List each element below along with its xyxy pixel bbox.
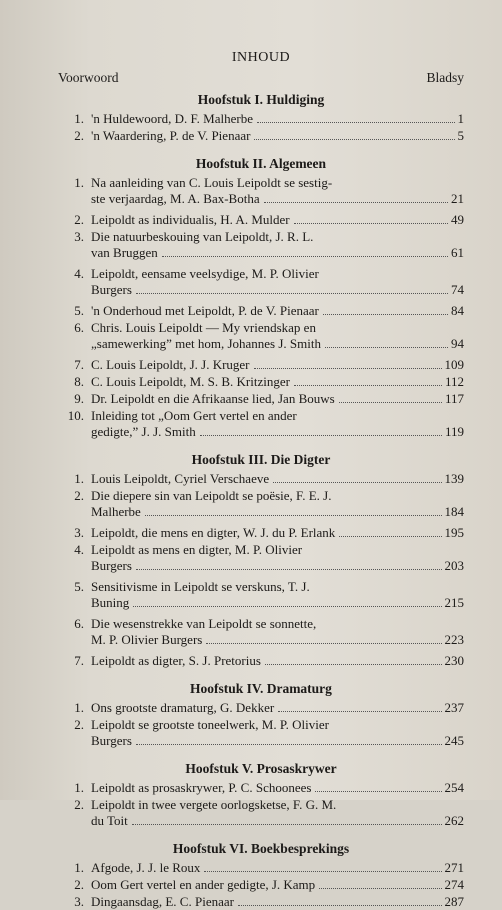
entry-number: 2. xyxy=(74,212,84,227)
toc-entry[interactable] xyxy=(58,212,464,228)
page-number: 271 xyxy=(444,860,464,875)
entry-text: C. Louis Leipoldt, M. S. B. Kritzinger xyxy=(91,374,290,389)
entry-line xyxy=(91,717,464,733)
entry-text: 'n Huldewoord, D. F. Malherbe xyxy=(91,111,253,126)
dot-leader xyxy=(325,347,448,348)
dot-leader xyxy=(315,791,441,792)
page-number: 94 xyxy=(451,336,464,351)
entry-line xyxy=(91,266,464,282)
column-headers xyxy=(58,70,464,86)
entry-number: 3. xyxy=(74,229,84,244)
entry-body xyxy=(91,525,464,541)
entry-body xyxy=(91,717,464,749)
entry-line xyxy=(91,894,464,910)
entry-number: 6. xyxy=(74,320,84,335)
entry-text: Burgers xyxy=(91,733,132,748)
entry-text: Leipoldt as digter, S. J. Pretorius xyxy=(91,653,261,668)
entry-body xyxy=(91,780,464,796)
entry-number: 3. xyxy=(74,525,84,540)
entry-number: 2. xyxy=(74,797,84,812)
entry-line xyxy=(91,525,464,541)
entry-number: 1. xyxy=(74,175,84,190)
entry-line xyxy=(91,357,464,373)
toc-entry[interactable] xyxy=(58,894,464,910)
entry-body xyxy=(91,229,464,261)
entry-text: Die diepere sin van Leipoldt se poësie, F. E. J. xyxy=(91,488,332,503)
chapter-heading: Hoofstuk I. Huldiging xyxy=(197,92,325,107)
entry-body xyxy=(91,374,464,390)
entry-text: Die wesenstrekke van Leipoldt se sonnette, xyxy=(91,616,317,631)
page-number: 245 xyxy=(444,733,464,748)
entry-line xyxy=(91,733,464,749)
entry-line xyxy=(91,488,464,504)
entry-number: 8. xyxy=(74,374,84,389)
dot-leader xyxy=(319,888,441,889)
entry-number: 7. xyxy=(74,357,84,372)
toc-entry[interactable] xyxy=(58,797,464,829)
entry-line xyxy=(91,408,464,424)
entry-number: 10. xyxy=(67,408,84,423)
entry-text: Louis Leipoldt, Cyriel Verschaeve xyxy=(91,471,270,486)
toc-entry[interactable] xyxy=(58,488,464,520)
dot-leader xyxy=(339,402,442,403)
page-number: 274 xyxy=(444,877,464,892)
toc-entry[interactable] xyxy=(58,111,464,127)
entry-text: M. P. Olivier Burgers xyxy=(91,632,203,647)
entry-body xyxy=(91,128,464,144)
entry-text: Na aanleiding van C. Louis Leipoldt se sestig- xyxy=(91,175,333,190)
entry-line xyxy=(91,424,464,440)
toc-entry[interactable] xyxy=(58,860,464,876)
toc-entry[interactable] xyxy=(58,542,464,574)
entry-text: Oom Gert vertel en ander gedigte, J. Kamp xyxy=(91,877,316,892)
dot-leader xyxy=(145,515,442,516)
toc-entry[interactable] xyxy=(58,128,464,144)
entry-line xyxy=(91,128,464,144)
entry-line xyxy=(91,175,464,191)
page-number: 21 xyxy=(451,191,464,206)
page-number: 230 xyxy=(444,653,464,668)
entry-text: Inleiding tot „Oom Gert vertel en ander xyxy=(91,408,297,423)
toc-entry[interactable] xyxy=(58,717,464,749)
entry-line xyxy=(91,471,464,487)
page-number: 237 xyxy=(444,700,464,715)
dot-leader xyxy=(273,482,441,483)
page-number: 139 xyxy=(444,471,464,486)
page-number: 61 xyxy=(451,245,464,260)
toc-entry[interactable] xyxy=(58,175,464,207)
page-number: 112 xyxy=(444,374,464,389)
entry-text: Leipoldt, die mens en digter, W. J. du P. Erlank xyxy=(91,525,336,540)
toc-entry[interactable] xyxy=(58,303,464,319)
entry-line xyxy=(91,282,464,298)
toc-entry[interactable] xyxy=(58,320,464,352)
dot-leader xyxy=(162,256,448,257)
entry-body xyxy=(91,320,464,352)
entry-line xyxy=(91,558,464,574)
toc-entry[interactable] xyxy=(58,357,464,373)
toc-entry[interactable] xyxy=(58,229,464,261)
entry-text: Leipoldt, eensame veelsydige, M. P. Olivier xyxy=(91,266,319,281)
entry-line xyxy=(91,797,464,813)
chapter-heading: Hoofstuk IV. Dramaturg xyxy=(190,681,332,696)
dot-leader xyxy=(136,293,448,294)
entry-body xyxy=(91,175,464,207)
entry-body xyxy=(91,111,464,127)
entry-body xyxy=(91,700,464,716)
toc-entry[interactable] xyxy=(58,579,464,611)
dot-leader xyxy=(294,223,448,224)
entry-body xyxy=(91,357,464,373)
entry-text: Leipoldt as mens en digter, M. P. Olivier xyxy=(91,542,303,557)
dot-leader xyxy=(133,606,441,607)
entry-body xyxy=(91,653,464,669)
entry-line xyxy=(91,303,464,319)
entry-text: 'n Waardering, P. de V. Pienaar xyxy=(91,128,251,143)
entry-line xyxy=(91,229,464,245)
entry-body xyxy=(91,877,464,893)
dot-leader xyxy=(257,122,455,123)
entry-number: 5. xyxy=(74,579,84,594)
entry-number: 1. xyxy=(74,700,84,715)
page-number: 5 xyxy=(457,128,464,143)
page-number: 1 xyxy=(457,111,464,126)
entry-text: 'n Onderhoud met Leipoldt, P. de V. Pienaar xyxy=(91,303,319,318)
page-number: 254 xyxy=(444,780,464,795)
page-number: 84 xyxy=(451,303,464,318)
entry-number: 1. xyxy=(74,860,84,875)
entry-line xyxy=(91,320,464,336)
entry-line xyxy=(91,336,464,352)
entry-body xyxy=(91,471,464,487)
entry-text: C. Louis Leipoldt, J. J. Kruger xyxy=(91,357,250,372)
entry-number: 1. xyxy=(74,780,84,795)
entry-body xyxy=(91,616,464,648)
toc-entry[interactable] xyxy=(58,374,464,390)
entry-text: Die natuurbeskouing van Leipoldt, J. R. L. xyxy=(91,229,314,244)
entry-text: van Bruggen xyxy=(91,245,158,260)
table-of-contents xyxy=(58,92,464,910)
dot-leader xyxy=(200,435,442,436)
entry-body xyxy=(91,266,464,298)
page-number: 223 xyxy=(444,632,464,647)
foreword-label: Voorwoord xyxy=(58,70,119,85)
entry-line xyxy=(91,191,464,207)
entry-line xyxy=(91,111,464,127)
entry-number: 2. xyxy=(74,717,84,732)
entry-number: 2. xyxy=(74,488,84,503)
entry-text: ste verjaardag, M. A. Bax-Botha xyxy=(91,191,260,206)
entry-body xyxy=(91,860,464,876)
toc-entry[interactable] xyxy=(58,471,464,487)
entry-line xyxy=(91,653,464,669)
dot-leader xyxy=(323,314,448,315)
dot-leader xyxy=(136,569,442,570)
entry-line xyxy=(91,542,464,558)
entry-text: Buning xyxy=(91,595,130,610)
entry-body xyxy=(91,408,464,440)
toc-entry[interactable] xyxy=(58,408,464,440)
page-number: 203 xyxy=(444,558,464,573)
entry-number: 6. xyxy=(74,616,84,631)
entry-text: Afgode, J. J. le Roux xyxy=(91,860,201,875)
toc-entry[interactable] xyxy=(58,616,464,648)
chapter-heading: Hoofstuk III. Die Digter xyxy=(191,452,331,467)
toc-entry[interactable] xyxy=(58,653,464,669)
entry-body xyxy=(91,212,464,228)
toc-entry[interactable] xyxy=(58,780,464,796)
page-number: 74 xyxy=(451,282,464,297)
entry-number: 1. xyxy=(74,471,84,486)
dot-leader xyxy=(254,368,442,369)
page-number: 119 xyxy=(444,424,464,439)
dot-leader xyxy=(264,202,448,203)
entry-number: 2. xyxy=(74,877,84,892)
entry-line xyxy=(91,579,464,595)
page-title: INHOUD xyxy=(231,50,291,65)
entry-number: 3. xyxy=(74,894,84,909)
toc-entry[interactable] xyxy=(58,877,464,893)
toc-entry[interactable] xyxy=(58,266,464,298)
entry-body xyxy=(91,797,464,829)
entry-text: du Toit xyxy=(91,813,128,828)
entry-text: Burgers xyxy=(91,558,132,573)
entry-number: 4. xyxy=(74,266,84,281)
entry-line xyxy=(91,860,464,876)
entry-line xyxy=(91,212,464,228)
entry-line xyxy=(91,504,464,520)
entry-text: Leipoldt se grootste toneelwerk, M. P. Olivier xyxy=(91,717,329,732)
entry-text: Leipoldt as individualis, H. A. Mulder xyxy=(91,212,290,227)
dot-leader xyxy=(294,385,442,386)
page-number: 287 xyxy=(444,894,464,909)
dot-leader xyxy=(238,905,442,906)
page-number: 49 xyxy=(451,212,464,227)
entry-body xyxy=(91,579,464,611)
dot-leader xyxy=(136,744,442,745)
dot-leader xyxy=(204,871,441,872)
entry-text: Dr. Leipoldt en die Afrikaanse lied, Jan Bouws xyxy=(91,391,335,406)
entry-text: „samewerking” met hom, Johannes J. Smith xyxy=(91,336,321,351)
dot-leader xyxy=(132,824,442,825)
entry-text: Dingaansdag, E. C. Pienaar xyxy=(91,894,234,909)
entry-number: 2. xyxy=(74,128,84,143)
entry-line xyxy=(91,877,464,893)
entry-line xyxy=(91,780,464,796)
entry-text: Chris. Louis Leipoldt — My vriendskap en xyxy=(91,320,316,335)
entry-text: Sensitivisme in Leipoldt se verskuns, T. J. xyxy=(91,579,310,594)
entry-body xyxy=(91,488,464,520)
entry-body xyxy=(91,542,464,574)
entry-number: 4. xyxy=(74,542,84,557)
entry-line xyxy=(91,616,464,632)
entry-text: Leipoldt as prosaskrywer, P. C. Schoonees xyxy=(91,780,312,795)
entry-line xyxy=(91,245,464,261)
chapter-heading: Hoofstuk II. Algemeen xyxy=(195,156,327,171)
entry-text: Leipoldt in twee vergete oorlogsketse, F. G. M. xyxy=(91,797,337,812)
dot-leader xyxy=(206,643,441,644)
chapter-heading: Hoofstuk VI. Boekbesprekings xyxy=(172,841,350,856)
page-number: 195 xyxy=(444,525,464,540)
page-number: 215 xyxy=(444,595,464,610)
chapter-heading: Hoofstuk V. Prosaskrywer xyxy=(185,761,337,776)
entry-line xyxy=(91,813,464,829)
entry-text: Malherbe xyxy=(91,504,141,519)
toc-entry[interactable] xyxy=(58,700,464,716)
entry-line xyxy=(91,632,464,648)
page-column-label: Bladsy xyxy=(426,70,464,85)
entry-text: gedigte,” J. J. Smith xyxy=(91,424,196,439)
toc-entry[interactable] xyxy=(58,391,464,407)
entry-line xyxy=(91,700,464,716)
entry-number: 5. xyxy=(74,303,84,318)
entry-body xyxy=(91,303,464,319)
entry-line xyxy=(91,391,464,407)
toc-entry[interactable] xyxy=(58,525,464,541)
page-number: 109 xyxy=(444,357,464,372)
entry-number: 9. xyxy=(74,391,84,406)
dot-leader xyxy=(278,711,441,712)
page-number: 117 xyxy=(444,391,464,406)
entry-body xyxy=(91,894,464,910)
entry-body xyxy=(91,391,464,407)
entry-line xyxy=(91,595,464,611)
entry-number: 1. xyxy=(74,111,84,126)
dot-leader xyxy=(254,139,454,140)
page-number: 262 xyxy=(444,813,464,828)
entry-line xyxy=(91,374,464,390)
entry-text: Burgers xyxy=(91,282,132,297)
page-number: 184 xyxy=(444,504,464,519)
dot-leader xyxy=(339,536,441,537)
entry-number: 7. xyxy=(74,653,84,668)
entry-text: Ons grootste dramaturg, G. Dekker xyxy=(91,700,275,715)
dot-leader xyxy=(265,664,442,665)
